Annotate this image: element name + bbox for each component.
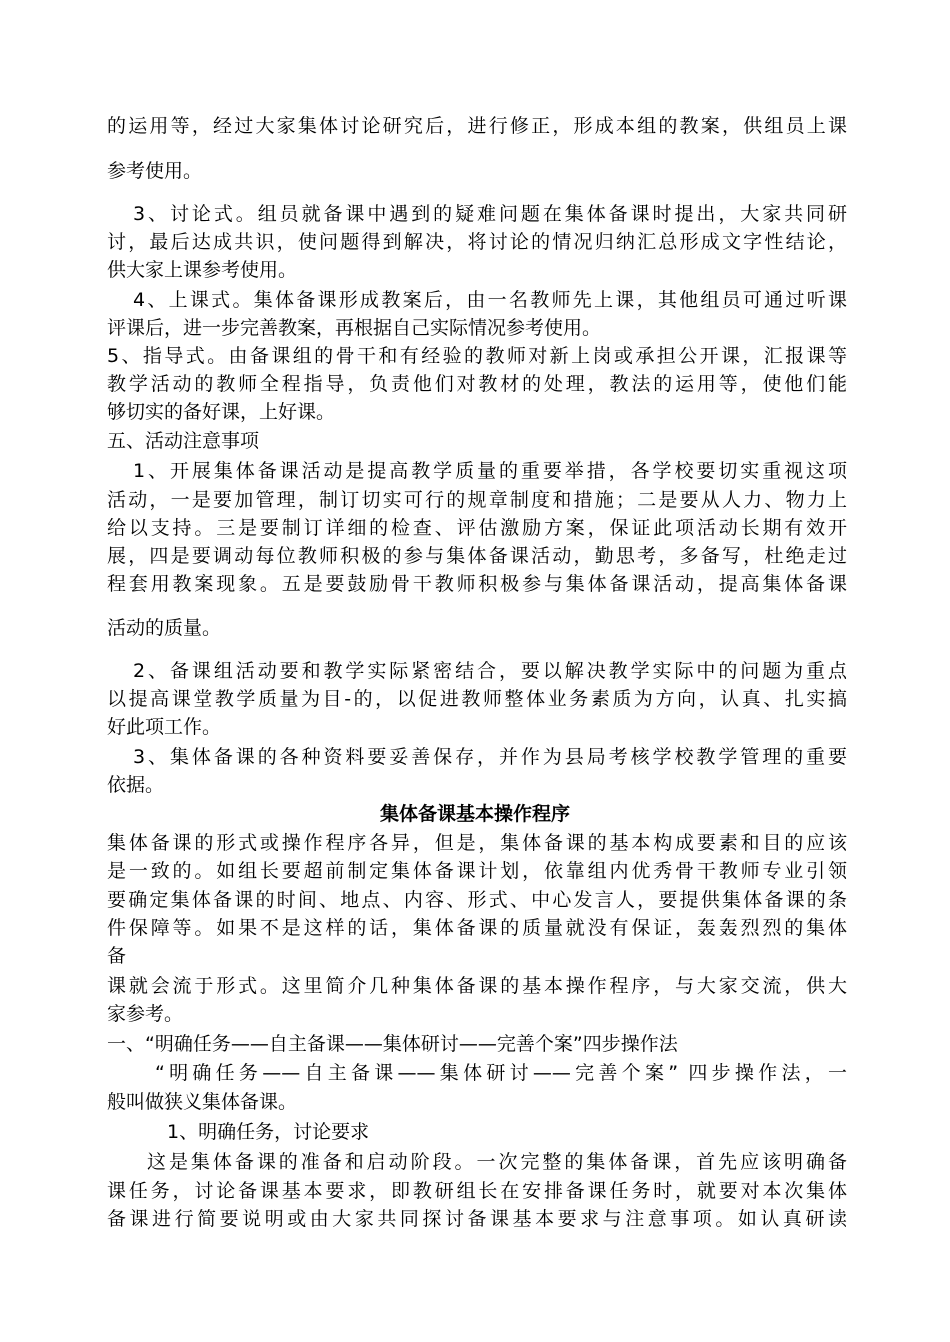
text-line: 集体备课的形式或操作程序各异，但是，集体备课的基本构成要素和目的应该 — [107, 832, 847, 854]
text-line: 的运用等，经过大家集体讨论研究后，进行修正，形成本组的教案，供组员上课 — [107, 115, 847, 137]
text-line: 1、开展集体备课活动是提高教学质量的重要举措，各学校要切实重视这项 — [133, 460, 847, 482]
text-line: 活动的质量。 — [107, 617, 222, 639]
text-line: 够切实的备好课，上好课。 — [107, 401, 336, 423]
text-line: 供大家上课参考使用。 — [107, 259, 298, 281]
text-line: 课任务，讨论备课基本要求，即教研组长在安排备课任务时，就要对本次集体 — [107, 1180, 847, 1202]
text-line: 这是集体备课的准备和启动阶段。一次完整的集体备课，首先应该明确备 — [147, 1151, 847, 1173]
text-line: 以提高课堂教学质量为目-的，以促进教师整体业务素质为方向，认真、扎实搞 — [107, 688, 847, 710]
text-line: 展，四是要调动每位教师积极的参与集体备课活动，勤思考，多备写，杜绝走过 — [107, 545, 847, 567]
text-line: 3、集体备课的各种资料要妥善保存，并作为县局考核学校教学管理的重要 — [133, 746, 847, 768]
text-line: 备课进行简要说明或由大家共同探讨备课基本要求与注意事项。如认真研读 — [107, 1208, 847, 1230]
text-line: 讨，最后达成共识，使问题得到解决，将讨论的情况归纳汇总形成文字性结论， — [107, 231, 847, 253]
text-line: 1、明确任务，讨论要求 — [167, 1121, 370, 1143]
text-line: 备 — [107, 945, 127, 967]
text-line: 2、备课组活动要和教学实际紧密结合，要以解决教学实际中的问题为重点 — [133, 660, 847, 682]
text-line: 参考使用。 — [107, 160, 203, 182]
text-line: 教学活动的教师全程指导，负责他们对教材的处理，教法的运用等，使他们能 — [107, 373, 847, 395]
text-line: 般叫做狭义集体备课。 — [107, 1091, 298, 1113]
text-line: 好此项工作。 — [107, 716, 222, 738]
text-line: 活动，一是要加管理，制订切实可行的规章制度和措施；二是要从人力、物力上 — [107, 489, 847, 511]
text-line: 要确定集体备课的时间、地点、内容、形式、中心发言人，要提供集体备课的条 — [107, 889, 847, 911]
text-line: 五、活动注意事项 — [107, 430, 260, 452]
text-line: 4、上课式。集体备课形成教案后，由一名教师先上课，其他组员可通过听课 — [133, 289, 847, 311]
text-line: 5、指导式。由备课组的骨干和有经验的教师对新上岗或承担公开课，汇报课等 — [107, 345, 847, 367]
text-line: 一、“明确任务——自主备课——集体研讨——完善个案”四步操作法 — [107, 1033, 678, 1055]
text-line: 评课后，进一步完善教案，再根据自己实际情况参考使用。 — [107, 317, 602, 339]
text-line: 家参考。 — [107, 1003, 184, 1025]
section-title: 集体备课基本操作程序 — [379, 803, 570, 825]
text-line: 给以支持。三是要制订详细的检查、评估激励方案，保证此项活动长期有效开 — [107, 517, 847, 539]
text-line: 是一致的。如组长要超前制定集体备课计划，依靠组内优秀骨干教师专业引领 — [107, 860, 847, 882]
text-line: 课就会流于形式。这里简介几种集体备课的基本操作程序，与大家交流，供大 — [107, 975, 847, 997]
text-line: 件保障等。如果不是这样的话，集体备课的质量就没有保证，轰轰烈烈的集体 — [107, 917, 847, 939]
text-line: 依据。 — [107, 774, 165, 796]
text-line: “明确任务——自主备课——集体研讨——完善个案” 四步操作法，一 — [155, 1062, 847, 1084]
text-line: 3、讨论式。组员就备课中遇到的疑难问题在集体备课时提出，大家共同研 — [133, 203, 847, 225]
text-line: 程套用教案现象。五是要鼓励骨干教师积极参与集体备课活动，提高集体备课 — [107, 573, 847, 595]
